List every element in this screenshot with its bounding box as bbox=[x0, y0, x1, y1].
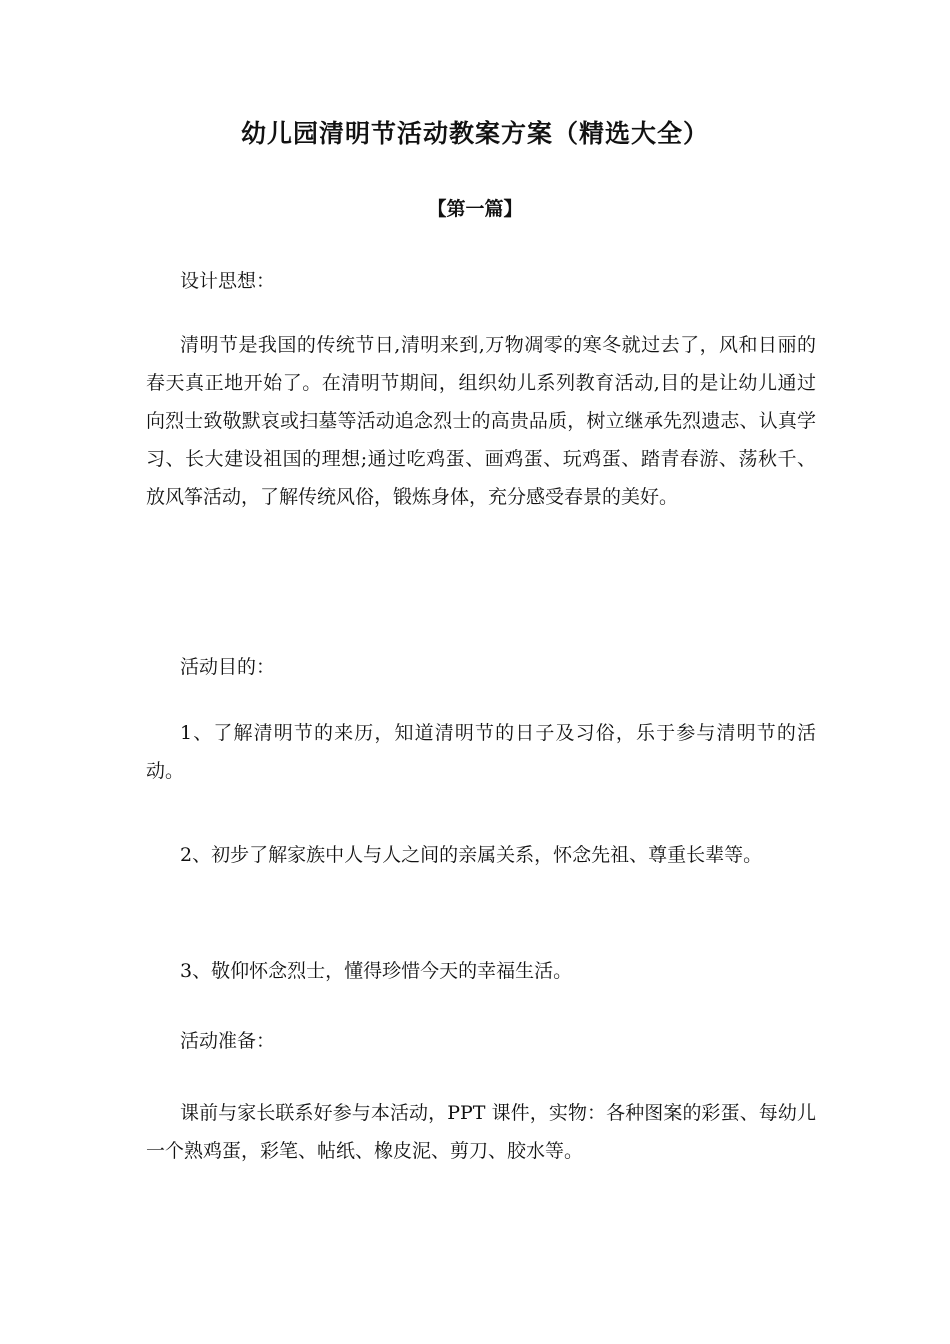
design-thought-label: 设计思想： bbox=[180, 270, 276, 292]
intro-paragraph: 清明节是我国的传统节日,清明来到,万物凋零的寒冬就过去了，风和日丽的春天真正地开始了。在清明节期间，组织幼儿系列教育活动,目的是让幼儿通过向烈士致敬默哀或扫墓等活动追念烈士的高贵品质，树立继承先烈遗志、认真学习、长大建设祖国的理想;通过吃鸡蛋、画鸡蛋、玩鸡蛋、踏青春游、荡秋千、放风筝活动，了解传统风俗，锻炼身体，充分感受春景的美好。 bbox=[146, 334, 816, 508]
document-title: 幼儿园清明节活动教案方案（精选大全） bbox=[240, 119, 709, 148]
prep-paragraph: 课前与家长联系好参与本活动，PPT 课件，实物：各种图案的彩蛋、每幼儿一个熟鸡蛋，彩笔、帖纸、橡皮泥、剪刀、胶水等。 bbox=[146, 1102, 816, 1162]
goal-item-3: 3、敬仰怀念烈士，懂得珍惜今天的幸福生活。 bbox=[180, 960, 573, 982]
section-heading: 【第一篇】 bbox=[427, 198, 523, 220]
goal-item-2: 2、初步了解家族中人与人之间的亲属关系，怀念先祖、尊重长辈等。 bbox=[180, 844, 763, 866]
activity-prep-label: 活动准备： bbox=[180, 1030, 276, 1052]
activity-goal-label: 活动目的： bbox=[180, 656, 276, 678]
goal-item-1: 1、了解清明节的来历，知道清明节的日子及习俗，乐于参与清明节的活动。 bbox=[146, 722, 816, 782]
